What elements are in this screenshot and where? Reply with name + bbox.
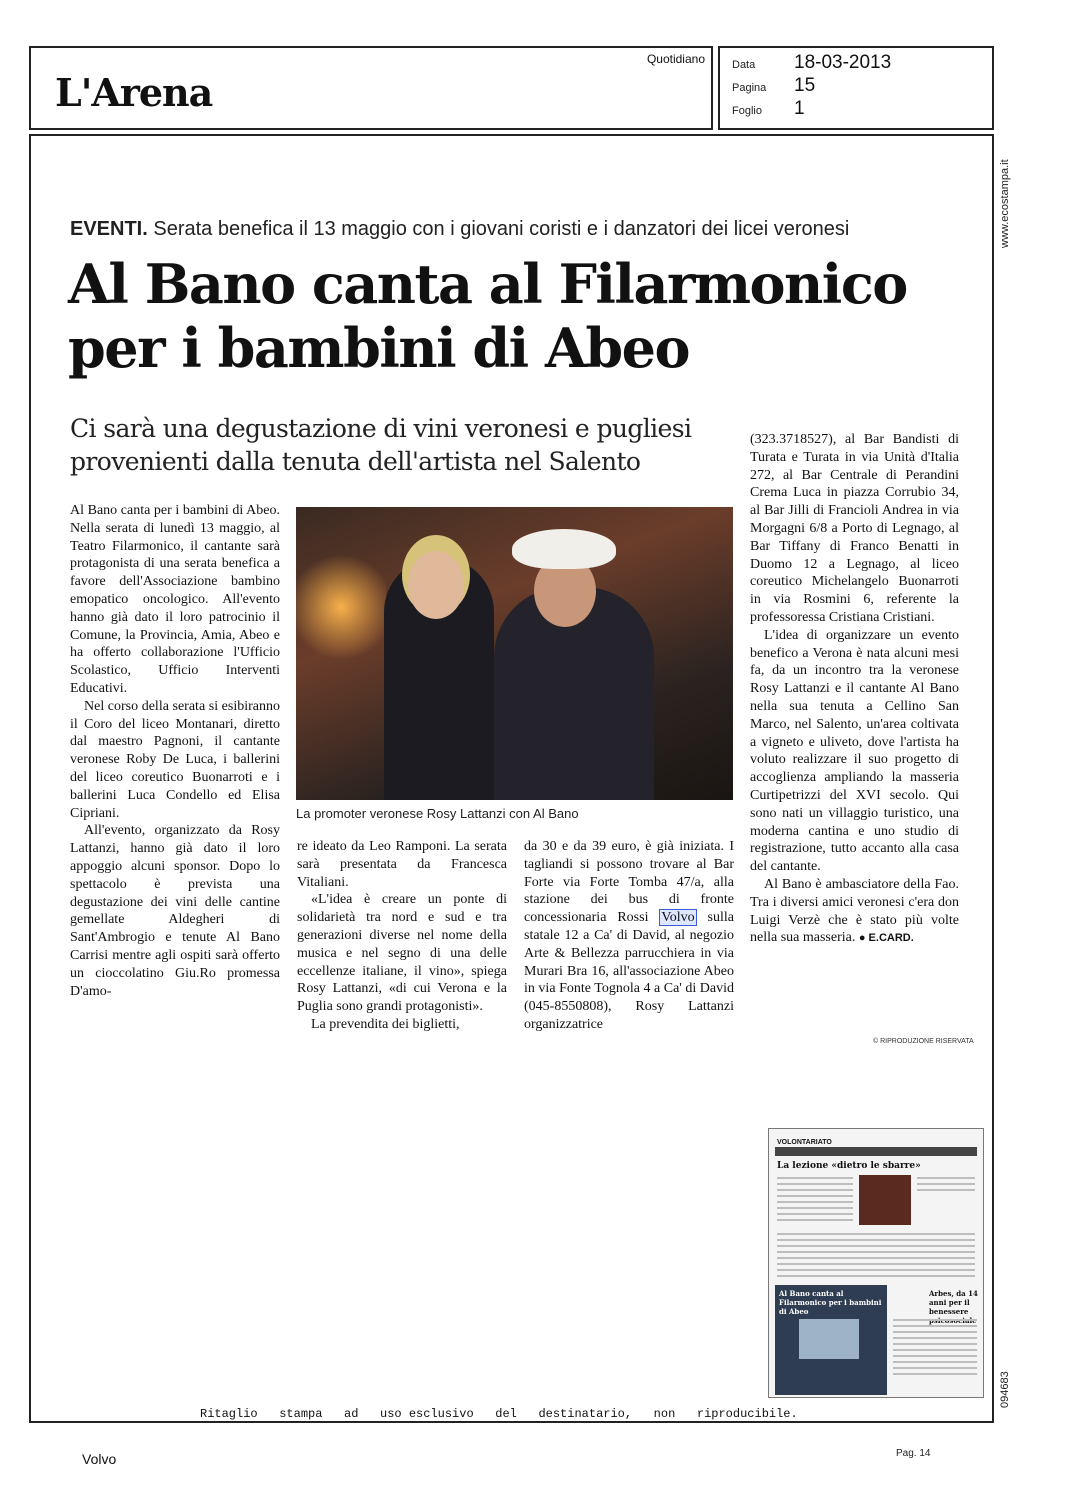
- thumbnail-title-3: Arbes, da 14 anni per il benessere: [929, 1289, 978, 1316]
- kicker-text: Serata benefica il 13 maggio con i giovani coristi e i danzatori dei licei veronesi: [153, 218, 850, 240]
- article-column-2: [297, 838, 507, 1034]
- meta-label: Data: [732, 59, 756, 71]
- newspaper-masthead: L'Arena: [55, 70, 213, 115]
- page-thumbnail[interactable]: [768, 1128, 984, 1398]
- meta-row-page: [732, 75, 815, 97]
- paragraph: Al Bano canta per i bambini di Abeo. Nella serata di lunedì 13 maggio, al Teatro Filarmonico, il cantante sarà protagonista di una serata benefica a favore dell'Associazione bambino emopatico oncologico. All'evento hanno già dato il loro patrocinio il Comune, la Provincia, Amia, Abeo e ha offerto collaborazione l'Ufficio Scolastico, Ufficio Interventi Educativi.: [70, 503, 280, 696]
- kicker-label: EVENTI.: [70, 218, 148, 240]
- clipping-code: 094683: [999, 1371, 1011, 1408]
- meta-label: Foglio: [732, 105, 762, 117]
- article-subhead: [70, 412, 740, 478]
- thumbnail-title-1: La lezione «dietro le sbarre»: [777, 1161, 921, 1171]
- meta-row-date: [732, 52, 891, 74]
- text-run: Al Bano è ambasciatore della Fao. Tra i diversi amici veronesi c'era don Luigi Verzè che è stato più volte nella sua masseria.: [750, 876, 959, 946]
- subhead-line: Ci sarà una degustazione di vini veronesi e pugliesi: [70, 414, 692, 443]
- headline-line: per i bambini di Abeo: [68, 316, 690, 380]
- paragraph: (323.3718527), al Bar Bandisti di Turata e Turata in via Unità d'Italia 272, al Bar Centrale di Perandini Crema Luca in piazza Corrubio 34, al Bar Jilli di Francioli Andrea in via Morgagni 6/8 a Porto di Legnago, al Bar Tiffany di Franco Benatti in Duomo 12 a Legnago, al liceo coreutico Michelangelo Buonarroti in via Rosmini 6, referente la professoressa Cristiana Cristiani.: [750, 432, 959, 625]
- meta-row-sheet: [732, 98, 805, 120]
- client-brand: Volvo: [82, 1451, 117, 1467]
- page-number: Pag. 14: [896, 1448, 931, 1459]
- thumbnail-section: VOLONTARIATO: [777, 1139, 832, 1146]
- paragraph: L'idea di organizzare un evento benefico a Verona è nata alcuni mesi fa, da un incontro tra la veronese Rosy Lattanzi e il cantante Al Bano nella sua tenuta a Cellino San Marco, nel Salento, un'area coltivata a vigneto e uliveto, dove l'artista ha voluto realizzare il suo progetto di accoglienza ampliando la masseria Curtipetrizzi del XVI secolo. Qui sono nati un villaggio turistico, una moderna cantina e uno studio di registrazione, tutto accanto alla casa del cantante.: [750, 627, 959, 875]
- subhead-line: provenienti dalla tenuta dell'artista nel Salento: [70, 447, 641, 476]
- thumbnail-section-bar: [775, 1147, 977, 1156]
- edition-label: Quotidiano: [646, 52, 705, 66]
- paragraph: [524, 838, 734, 1034]
- meta-value: 15: [794, 75, 816, 96]
- paragraph: La prevendita dei biglietti,: [311, 1016, 460, 1032]
- rights-notice: © RIPRODUZIONE RISERVATA: [873, 1038, 974, 1045]
- meta-value: 1: [794, 98, 805, 119]
- website-label: www.ecostampa.it: [999, 159, 1011, 248]
- author-signature: ● E.CARD.: [858, 932, 914, 945]
- headline-line: Al Bano canta al Filarmonico: [68, 252, 907, 316]
- article-headline: [68, 252, 928, 380]
- paragraph: Nel corso della serata si esibiranno il Coro del liceo Montanari, diretto dal maestro Pagnoni, il cantante veronese Roby De Luca, i ballerini del liceo coreutico Buonarroti e i ballerini Luca Condello ed Elisa Cipriani.: [70, 698, 280, 821]
- photo-caption: La promoter veronese Rosy Lattanzi con Al Bano: [296, 806, 579, 821]
- clipping-notice: Ritaglio stampa ad uso esclusivo del destinatario, non riproducibile.: [200, 1407, 798, 1421]
- thumbnail-photo-2: [799, 1319, 859, 1359]
- article-photo: [296, 507, 733, 800]
- meta-value: 18-03-2013: [794, 52, 892, 73]
- paragraph: All'evento, organizzato da Rosy Lattanzi, hanno già dato il loro appoggio alcuni sponsor. Dopo lo spettacolo è prevista una degustazione dei vini delle cantine gemellate Aldegheri di Sant'Ambrogio e tenute Al Bano Carrisi mentre agli ospiti sarà offerto un cioccolatino Giu.Ro promessa D'amo-: [70, 823, 280, 999]
- highlighted-keyword[interactable]: Volvo: [661, 910, 695, 926]
- thumbnail-title-2: Al Bano canta al Filarmonico per i bambini di Abeo: [779, 1289, 882, 1316]
- masthead-box: [29, 46, 713, 130]
- article-column-3: [524, 838, 734, 1034]
- paragraph: [750, 876, 959, 948]
- paragraph: re ideato da Leo Ramponi. La serata sarà presentata da Francesca Vitaliani.: [297, 839, 507, 890]
- article-column-4: [750, 431, 959, 948]
- meta-label: Pagina: [732, 82, 767, 94]
- text-run: da 30 e da 39 euro, è già iniziata. I tagliandi si possono trovare al Bar Forte via Forte Tomba 47/a, alla stazione dei bus di fronte concessionaria Rossi: [524, 839, 734, 926]
- paragraph: «L'idea è creare un ponte di solidarietà tra nord e sud e tra generazioni diverse nel nome della musica e nel segno di una delle eccellenze italiane, il vino», spiega Rosy Lattanzi, «di cui Verona e la Puglia sono grandi protagonisti».: [297, 892, 507, 1015]
- article-column-1: [70, 502, 280, 1000]
- article-kicker: [70, 218, 849, 241]
- text-run: sulla statale 12 a Ca' di David, al negozio Arte & Bellezza parrucchiera in via Murari Bra 16, all'associazione Abeo in via Fonte Tognola 4 a Ca' di David (045-8550808), Rosy Lattanzi organizzatrice: [524, 910, 734, 1032]
- meta-box: [718, 46, 994, 130]
- thumbnail-photo-1: [859, 1175, 911, 1225]
- hat-icon: [512, 529, 616, 569]
